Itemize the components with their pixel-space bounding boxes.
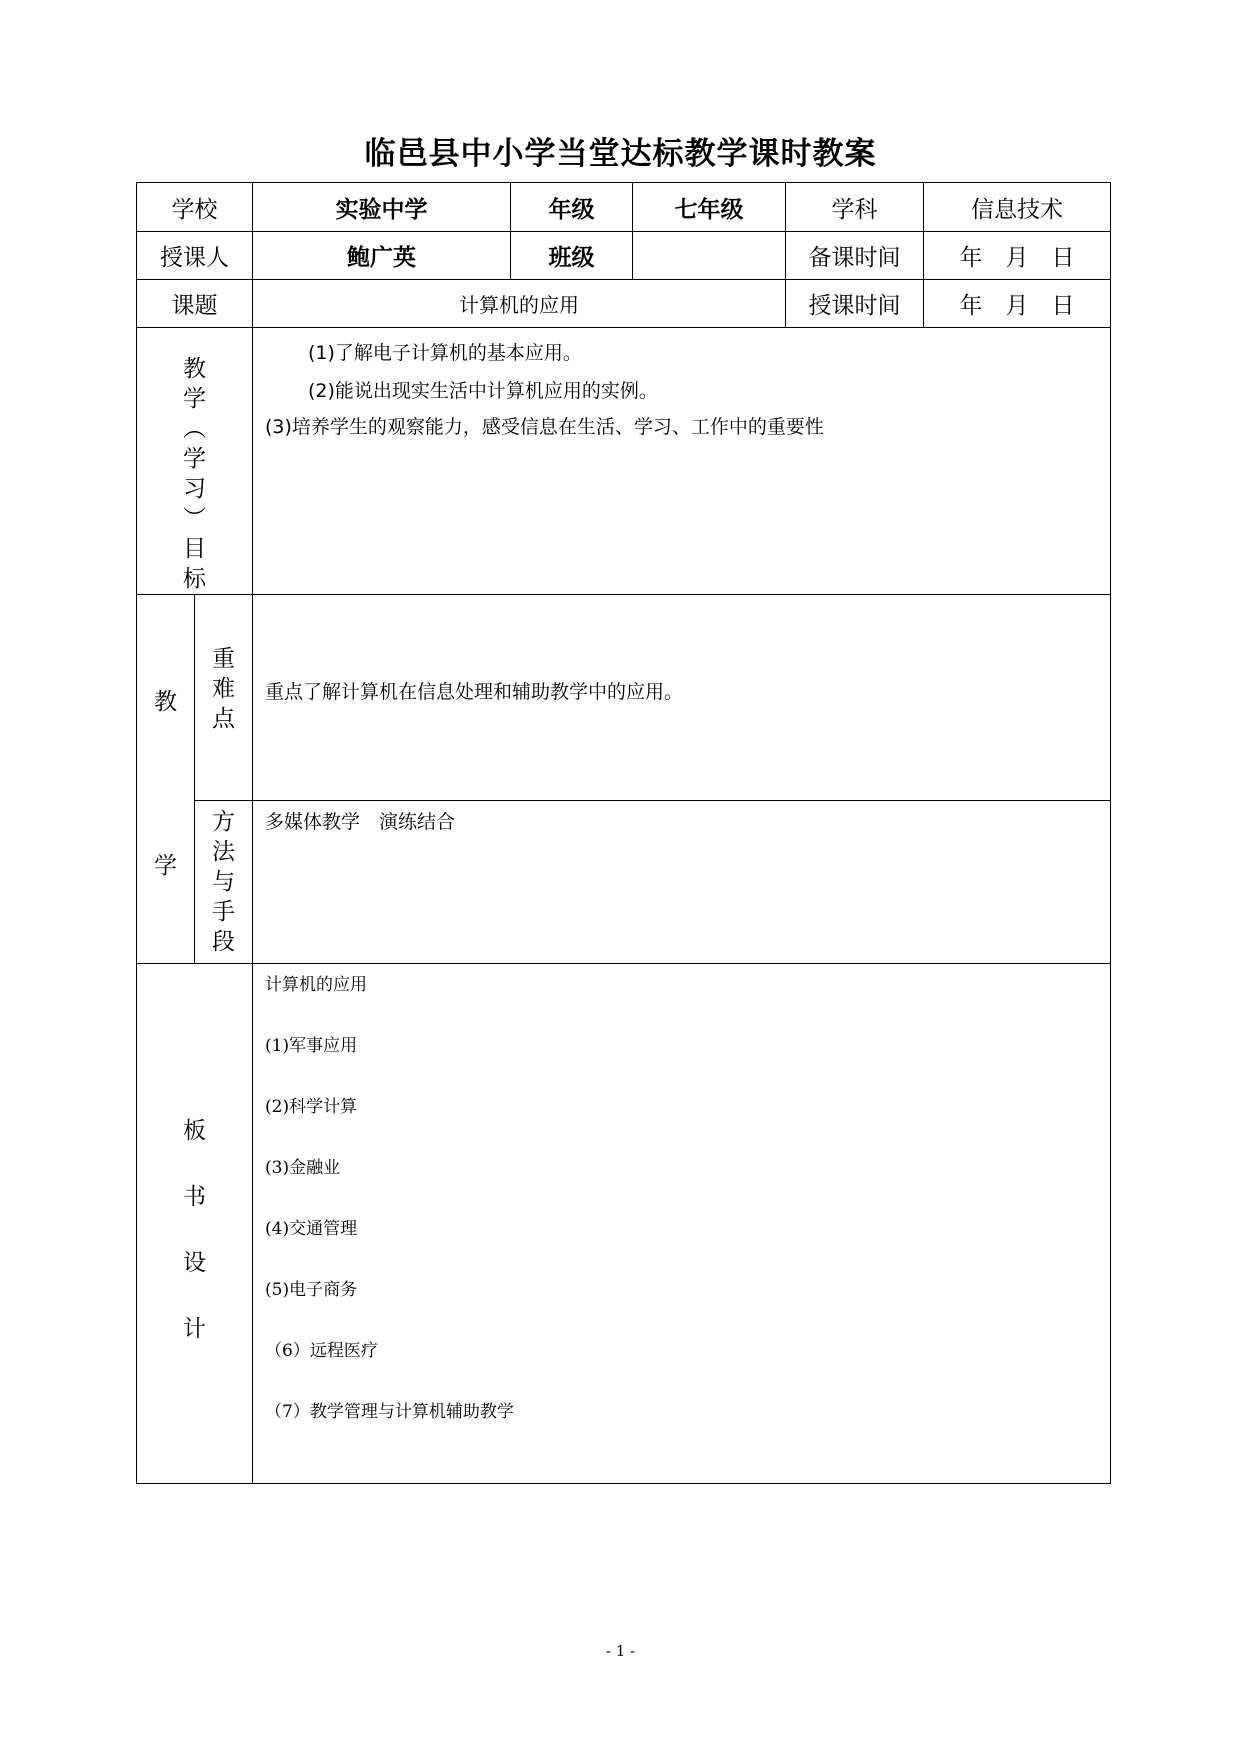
key-points-label-char: 点 [212,706,235,733]
goal-item: (1)了解电子计算机的基本应用。 [308,342,582,364]
board-line: (2)科学计算 [265,1097,358,1117]
goals-label-char: ︵ [183,416,206,442]
board-line: (4)交通管理 [265,1219,358,1239]
goal-item: (2)能说出现实生活中计算机应用的实例。 [308,380,658,402]
methods-label-char: 与 [212,868,235,895]
row-methods [137,800,1111,963]
goals-content [253,328,1111,595]
row-key-points [137,595,1111,801]
key-points-label-char: 重 [212,646,235,673]
teaching-label-bottom: 学 [154,853,177,879]
key-points-content [253,595,1111,801]
subject-label: 学科 [786,183,924,232]
goals-label-text [137,328,252,594]
goals-label-char: 教 [183,356,206,382]
board-label-char: 板 [183,1118,206,1144]
board-line: (3)金融业 [265,1158,341,1178]
board-line: 计算机的应用 [265,975,367,995]
row-goals [137,328,1111,595]
page-title: 临邑县中小学当堂达标教学课时教案 [364,136,877,172]
lesson-plan-table [136,182,1111,1484]
board-label-char: 书 [183,1184,206,1210]
goal-item: (3)培养学生的观察能力，感受信息在生活、学习、工作中的重要性 [265,416,824,438]
board-line: （6）远程医疗 [265,1341,378,1361]
teaching-label-top: 教 [154,689,177,715]
school-label: 学校 [137,183,253,232]
prep-time-label: 备课时间 [786,232,924,280]
goals-label [137,328,253,595]
board-label [137,964,253,1484]
goals-label-char: ︶ [183,506,206,532]
board-content [253,964,1111,1484]
class-value [633,232,786,280]
teacher-label: 授课人 [137,232,253,280]
teaching-label [137,595,195,964]
methods-label-char: 法 [212,838,235,865]
subject-value: 信息技术 [924,183,1111,232]
teach-time-label: 授课时间 [786,280,924,328]
methods-label [195,800,253,963]
page-number: - 1 - [605,1642,636,1660]
goals-label-char: 标 [183,566,206,592]
teacher-value: 鲍广英 [253,232,511,280]
methods-label-char: 段 [212,928,235,955]
row-school [137,183,1111,232]
goals-label-char: 学 [183,446,206,472]
methods-label-char: 方 [212,808,235,835]
goals-label-char: 目 [183,536,206,562]
row-teacher [137,232,1111,280]
methods-label-char: 手 [212,898,235,925]
methods-text: 多媒体教学 演练结合 [265,810,456,833]
row-board [137,964,1111,1484]
board-line: (1)军事应用 [265,1036,358,1056]
row-topic [137,280,1111,328]
teach-time-value: 年 月 日 [924,280,1111,328]
key-points-text: 重点了解计算机在信息处理和辅助教学中的应用。 [265,680,684,703]
grade-label: 年级 [511,183,633,232]
class-label: 班级 [511,232,633,280]
grade-value: 七年级 [633,183,786,232]
topic-label: 课题 [137,280,253,328]
board-line: （7）教学管理与计算机辅助教学 [265,1402,514,1422]
board-label-char: 计 [183,1316,206,1342]
board-line: (5)电子商务 [265,1280,358,1300]
goals-label-char: 学 [183,386,206,412]
school-value: 实验中学 [253,183,511,232]
topic-value: 计算机的应用 [253,280,786,328]
methods-content [253,800,1111,963]
goals-label-char: 习 [183,476,206,502]
prep-time-value: 年 月 日 [924,232,1111,280]
board-label-char: 设 [183,1250,206,1276]
key-points-label [195,595,253,801]
key-points-label-char: 难 [212,676,235,703]
